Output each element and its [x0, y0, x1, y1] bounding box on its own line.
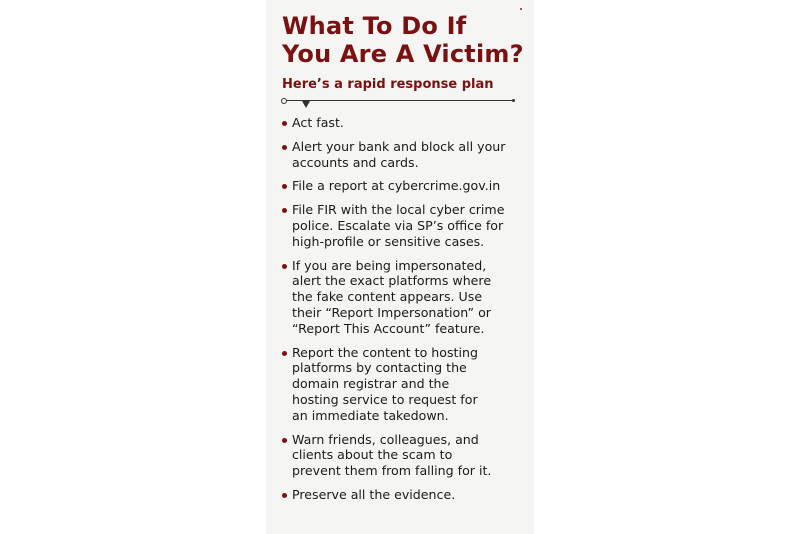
- list-item-text: File a report at cybercrime.gov.in: [292, 178, 501, 194]
- list-item-text: File FIR with the local cyber crime: [292, 202, 505, 218]
- list-item: [282, 178, 524, 194]
- list-item-text: hosting service to request for: [292, 391, 478, 407]
- list-item: [282, 345, 524, 424]
- bullet-icon: [282, 145, 287, 150]
- divider-pointer-icon: [302, 101, 310, 108]
- title-line: What To Do If: [282, 12, 467, 40]
- bullet-icon: [282, 184, 287, 189]
- response-steps-list: [282, 115, 524, 503]
- list-item-text: “Report This Account” feature.: [292, 320, 485, 336]
- list-item-text: police. Escalate via SP’s office for: [292, 217, 504, 233]
- list-item-text: their “Report Impersonation” or: [292, 304, 491, 320]
- list-item: [282, 115, 524, 131]
- card-subtitle: Here’s a rapid response plan: [282, 77, 494, 92]
- list-item-text: Report the content to hosting: [292, 344, 478, 360]
- corner-dot: [520, 8, 522, 10]
- list-item-text: domain registrar and the: [292, 376, 450, 392]
- list-item: [282, 258, 524, 337]
- bullet-icon: [282, 121, 287, 126]
- card-title: [282, 12, 524, 68]
- divider-dot-end: [512, 99, 515, 102]
- list-item: [282, 202, 524, 249]
- list-item-text: Preserve all the evidence.: [292, 486, 456, 502]
- list-item-text: clients about the scam to: [292, 447, 453, 463]
- list-item-text: Warn friends, colleagues, and: [292, 431, 479, 447]
- title-line: You Are A Victim?: [282, 40, 524, 68]
- list-item-text: alert the exact platforms where: [292, 273, 492, 289]
- list-item-text: the fake content appears. Use: [292, 289, 483, 305]
- list-item-text: an immediate takedown.: [292, 407, 449, 423]
- bullet-icon: [282, 438, 287, 443]
- list-item-text: Act fast.: [292, 115, 344, 130]
- list-item: [282, 139, 524, 171]
- list-item-text: accounts and cards.: [292, 154, 419, 170]
- list-item-text: Alert your bank and block all your: [292, 138, 506, 154]
- list-item-text: If you are being impersonated,: [292, 257, 487, 273]
- list-item-text: prevent them from falling for it.: [292, 463, 492, 479]
- list-item: [282, 432, 524, 479]
- bullet-icon: [282, 493, 287, 498]
- article-sidebar-card: [266, 0, 534, 534]
- list-item-text: high-profile or sensitive cases.: [292, 233, 485, 249]
- subtitle-divider: [282, 95, 514, 107]
- bullet-icon: [282, 264, 287, 269]
- bullet-icon: [282, 351, 287, 356]
- list-item-text: platforms by contacting the: [292, 360, 467, 376]
- divider-line: [282, 100, 514, 101]
- bullet-icon: [282, 208, 287, 213]
- list-item: [282, 487, 524, 503]
- divider-circle-end: [281, 98, 287, 104]
